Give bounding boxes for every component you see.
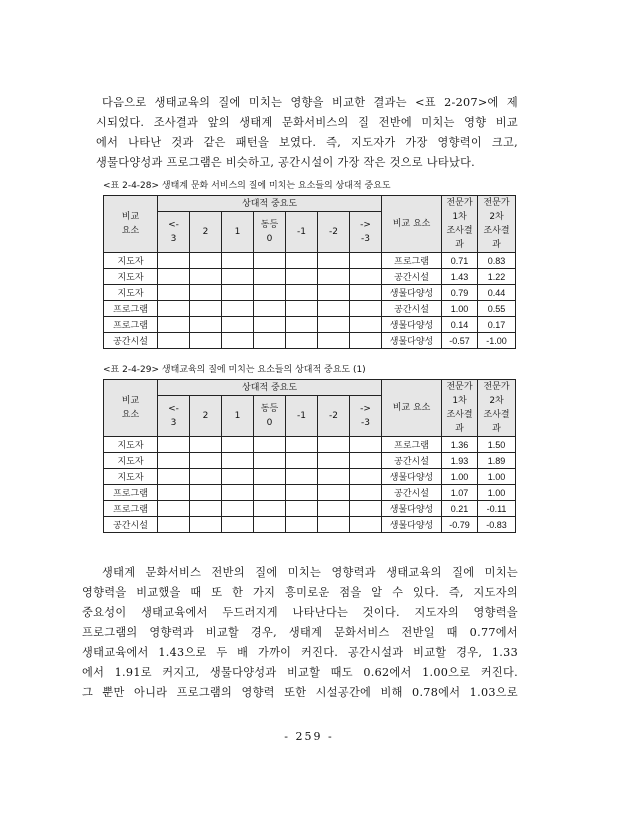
scale-empty-cell xyxy=(350,301,382,317)
scale-empty-cell xyxy=(318,469,350,485)
table-row xyxy=(104,469,516,485)
scale-empty-cell xyxy=(254,485,286,501)
element-a-cell: 프로그램 xyxy=(104,485,158,501)
expert-round1-value: 1.00 xyxy=(442,301,478,317)
scale-empty-cell xyxy=(350,437,382,453)
scale-cell: <- 3 xyxy=(158,212,190,253)
expert-round2-value: 0.17 xyxy=(478,317,516,333)
expert-round2-header: 전문가 2차 조사결 과 xyxy=(478,196,516,253)
expert-round2-header: 전문가 2차 조사결 과 xyxy=(478,380,516,437)
scale-empty-cell xyxy=(190,269,222,285)
scale-empty-cell xyxy=(158,285,190,301)
scale-empty-cell xyxy=(158,333,190,349)
scale-empty-cell xyxy=(254,501,286,517)
element-a-cell: 공간시설 xyxy=(104,333,158,349)
table-row xyxy=(104,269,516,285)
scale-empty-cell xyxy=(190,517,222,533)
body-paragraph xyxy=(82,563,518,703)
scale-empty-cell xyxy=(350,317,382,333)
scale-empty-cell xyxy=(158,485,190,501)
expert-round1-value: 0.21 xyxy=(442,501,478,517)
scale-empty-cell xyxy=(318,501,350,517)
scale-empty-cell xyxy=(286,333,318,349)
scale-empty-cell xyxy=(222,437,254,453)
scale-empty-cell xyxy=(318,437,350,453)
table2 xyxy=(103,379,516,533)
scale-cell: -> -3 xyxy=(350,212,382,253)
header-row xyxy=(104,380,516,396)
scale-empty-cell xyxy=(158,317,190,333)
scale-empty-cell xyxy=(254,253,286,269)
table-row xyxy=(104,485,516,501)
scale-empty-cell xyxy=(318,453,350,469)
element-b-cell: 프로그램 xyxy=(382,253,442,269)
element-a-cell: 지도자 xyxy=(104,469,158,485)
text-line: 시되었다. 조사결과 앞의 생태계 문화서비스의 질 전반에 미치는 영향 비교 xyxy=(96,116,518,129)
expert-round2-value: -0.11 xyxy=(478,501,516,517)
table-row xyxy=(104,333,516,349)
scale-empty-cell xyxy=(254,317,286,333)
scale-empty-cell xyxy=(254,453,286,469)
scale-empty-cell xyxy=(318,333,350,349)
table1-caption: <표 2-4-28> 생태계 문화 서비스의 질에 미치는 요소들의 상대적 중요도 xyxy=(103,181,391,191)
scale-empty-cell xyxy=(286,301,318,317)
scale-empty-cell xyxy=(222,285,254,301)
text-line: 에서 1.91로 커지고, 생물다양성과 비교할 때도 0.62에서 1.00으로 커진다. xyxy=(82,666,518,679)
scale-empty-cell xyxy=(190,437,222,453)
table-row xyxy=(104,501,516,517)
element-b-cell: 공간시설 xyxy=(382,301,442,317)
scale-empty-cell xyxy=(286,317,318,333)
expert-round1-value: 0.79 xyxy=(442,285,478,301)
element-b-cell: 공간시설 xyxy=(382,269,442,285)
scale-empty-cell xyxy=(190,453,222,469)
scale-empty-cell xyxy=(158,501,190,517)
expert-round1-value: 0.71 xyxy=(442,253,478,269)
scale-empty-cell xyxy=(318,317,350,333)
text-line: 영향력을 비교했을 때 또 한 가지 흥미로운 점을 알 수 있다. 즉, 지도자의 xyxy=(82,586,518,599)
scale-cell: -> -3 xyxy=(350,396,382,437)
page-number: - 259 - xyxy=(284,730,334,743)
scale-empty-cell xyxy=(254,269,286,285)
expert-round2-value: 1.89 xyxy=(478,453,516,469)
scale-empty-cell xyxy=(254,301,286,317)
expert-round1-value: 1.00 xyxy=(442,469,478,485)
element-b-cell: 생물다양성 xyxy=(382,317,442,333)
element-a-cell: 공간시설 xyxy=(104,517,158,533)
scale-empty-cell xyxy=(350,469,382,485)
element-a-cell: 지도자 xyxy=(104,437,158,453)
element-a-cell: 지도자 xyxy=(104,253,158,269)
scale-empty-cell xyxy=(222,469,254,485)
expert-round1-header: 전문가 1차 조사결 과 xyxy=(442,196,478,253)
compare-element-header-2: 비교 요소 xyxy=(382,380,442,437)
scale-empty-cell xyxy=(254,437,286,453)
scale-cell: 2 xyxy=(190,212,222,253)
expert-round2-value: 1.50 xyxy=(478,437,516,453)
table2-caption: <표 2-4-29> 생태교육의 질에 미치는 요소들의 상대적 중요도 (1) xyxy=(103,365,366,375)
scale-cell: -2 xyxy=(318,212,350,253)
scale-empty-cell xyxy=(350,517,382,533)
element-b-cell: 생물다양성 xyxy=(382,517,442,533)
text-line: 중요성이 생태교육에서 두드러지게 나타난다는 것이다. 지도자의 영향력을 xyxy=(82,606,518,619)
scale-empty-cell xyxy=(222,501,254,517)
element-b-cell: 생물다양성 xyxy=(382,501,442,517)
scale-empty-cell xyxy=(158,517,190,533)
element-b-cell: 공간시설 xyxy=(382,485,442,501)
scale-empty-cell xyxy=(318,485,350,501)
scale-empty-cell xyxy=(190,285,222,301)
element-a-cell: 지도자 xyxy=(104,269,158,285)
element-a-cell: 프로그램 xyxy=(104,501,158,517)
expert-round2-value: -0.83 xyxy=(478,517,516,533)
scale-empty-cell xyxy=(350,269,382,285)
scale-empty-cell xyxy=(158,437,190,453)
expert-round2-value: 1.22 xyxy=(478,269,516,285)
scale-empty-cell xyxy=(222,317,254,333)
scale-empty-cell xyxy=(158,301,190,317)
expert-round1-value: 0.14 xyxy=(442,317,478,333)
table1 xyxy=(103,195,516,349)
text-line: 생물다양성과 프로그램은 비슷하고, 공간시설이 가장 작은 것으로 나타났다. xyxy=(96,156,476,169)
scale-cell: 1 xyxy=(222,212,254,253)
header-row xyxy=(104,196,516,212)
element-a-cell: 지도자 xyxy=(104,453,158,469)
scale-empty-cell xyxy=(286,253,318,269)
text-line: 다음으로 생태교육의 질에 미치는 영향을 비교한 결과는 <표 2-207>에 제 xyxy=(102,96,518,109)
expert-round1-value: 1.93 xyxy=(442,453,478,469)
scale-empty-cell xyxy=(222,301,254,317)
expert-round2-value: 1.00 xyxy=(478,485,516,501)
expert-round1-value: -0.57 xyxy=(442,333,478,349)
element-b-cell: 공간시설 xyxy=(382,453,442,469)
scale-empty-cell xyxy=(222,517,254,533)
table-row xyxy=(104,437,516,453)
scale-empty-cell xyxy=(254,517,286,533)
element-a-cell: 프로그램 xyxy=(104,301,158,317)
scale-empty-cell xyxy=(158,269,190,285)
scale-cell: 2 xyxy=(190,396,222,437)
scale-empty-cell xyxy=(318,301,350,317)
table-row xyxy=(104,517,516,533)
compare-element-header-2: 비교 요소 xyxy=(382,196,442,253)
scale-empty-cell xyxy=(286,501,318,517)
scale-empty-cell xyxy=(350,501,382,517)
compare-element-header: 비교 요소 xyxy=(104,196,158,253)
expert-round1-header: 전문가 1차 조사결 과 xyxy=(442,380,478,437)
scale-empty-cell xyxy=(350,333,382,349)
scale-empty-cell xyxy=(222,253,254,269)
expert-round1-value: 1.07 xyxy=(442,485,478,501)
intro-paragraph xyxy=(82,93,518,173)
scale-empty-cell xyxy=(190,469,222,485)
expert-round2-value: -1.00 xyxy=(478,333,516,349)
scale-empty-cell xyxy=(286,469,318,485)
text-line: 그 뿐만 아니라 프로그램의 영향력 또한 시설공간에 비해 0.78에서 1.03으로 xyxy=(82,686,518,699)
scale-empty-cell xyxy=(158,469,190,485)
scale-empty-cell xyxy=(350,485,382,501)
scale-cell: <- 3 xyxy=(158,396,190,437)
text-line: 프로그램의 영향력과 비교할 경우, 생태계 문화서비스 전반일 때 0.77에서 xyxy=(82,626,518,639)
scale-empty-cell xyxy=(222,333,254,349)
element-b-cell: 생물다양성 xyxy=(382,333,442,349)
compare-element-header: 비교 요소 xyxy=(104,380,158,437)
scale-empty-cell xyxy=(158,253,190,269)
expert-round2-value: 0.55 xyxy=(478,301,516,317)
scale-empty-cell xyxy=(286,453,318,469)
scale-empty-cell xyxy=(254,469,286,485)
table-row xyxy=(104,453,516,469)
scale-empty-cell xyxy=(190,301,222,317)
scale-empty-cell xyxy=(286,437,318,453)
relative-importance-header: 상대적 중요도 xyxy=(158,196,382,212)
text-line: 생태교육에서 1.43으로 두 배 가까이 커진다. 공간시설과 비교할 경우, 1.33 xyxy=(82,646,518,659)
scale-empty-cell xyxy=(190,317,222,333)
expert-round2-value: 1.00 xyxy=(478,469,516,485)
scale-empty-cell xyxy=(222,269,254,285)
scale-cell: 동등 0 xyxy=(254,396,286,437)
table-row xyxy=(104,301,516,317)
relative-importance-header: 상대적 중요도 xyxy=(158,380,382,396)
scale-cell: -1 xyxy=(286,212,318,253)
scale-empty-cell xyxy=(158,453,190,469)
scale-empty-cell xyxy=(222,453,254,469)
scale-empty-cell xyxy=(222,485,254,501)
scale-empty-cell xyxy=(286,285,318,301)
scale-empty-cell xyxy=(286,485,318,501)
element-b-cell: 생물다양성 xyxy=(382,469,442,485)
scale-empty-cell xyxy=(190,501,222,517)
scale-empty-cell xyxy=(318,285,350,301)
scale-cell: 동등 0 xyxy=(254,212,286,253)
scale-empty-cell xyxy=(190,333,222,349)
scale-empty-cell xyxy=(254,333,286,349)
scale-empty-cell xyxy=(350,453,382,469)
scale-empty-cell xyxy=(318,269,350,285)
scale-cell: 1 xyxy=(222,396,254,437)
text-line: 에서 나타난 것과 같은 패턴을 보였다. 즉, 지도자가 가장 영향력이 크고, xyxy=(96,136,518,149)
expert-round2-value: 0.44 xyxy=(478,285,516,301)
scale-empty-cell xyxy=(286,517,318,533)
scale-empty-cell xyxy=(190,253,222,269)
element-a-cell: 프로그램 xyxy=(104,317,158,333)
text-line: 생태계 문화서비스 전반의 질에 미치는 영향력과 생태교육의 질에 미치는 xyxy=(102,566,518,579)
scale-empty-cell xyxy=(318,253,350,269)
expert-round1-value: -0.79 xyxy=(442,517,478,533)
expert-round1-value: 1.36 xyxy=(442,437,478,453)
scale-cell: -2 xyxy=(318,396,350,437)
expert-round2-value: 0.83 xyxy=(478,253,516,269)
scale-empty-cell xyxy=(286,269,318,285)
element-b-cell: 프로그램 xyxy=(382,437,442,453)
element-b-cell: 생물다양성 xyxy=(382,285,442,301)
table-row xyxy=(104,285,516,301)
table-row xyxy=(104,317,516,333)
scale-empty-cell xyxy=(350,253,382,269)
scale-cell: -1 xyxy=(286,396,318,437)
element-a-cell: 지도자 xyxy=(104,285,158,301)
expert-round1-value: 1.43 xyxy=(442,269,478,285)
scale-empty-cell xyxy=(318,517,350,533)
table-row xyxy=(104,253,516,269)
scale-empty-cell xyxy=(254,285,286,301)
scale-empty-cell xyxy=(190,485,222,501)
scale-empty-cell xyxy=(350,285,382,301)
